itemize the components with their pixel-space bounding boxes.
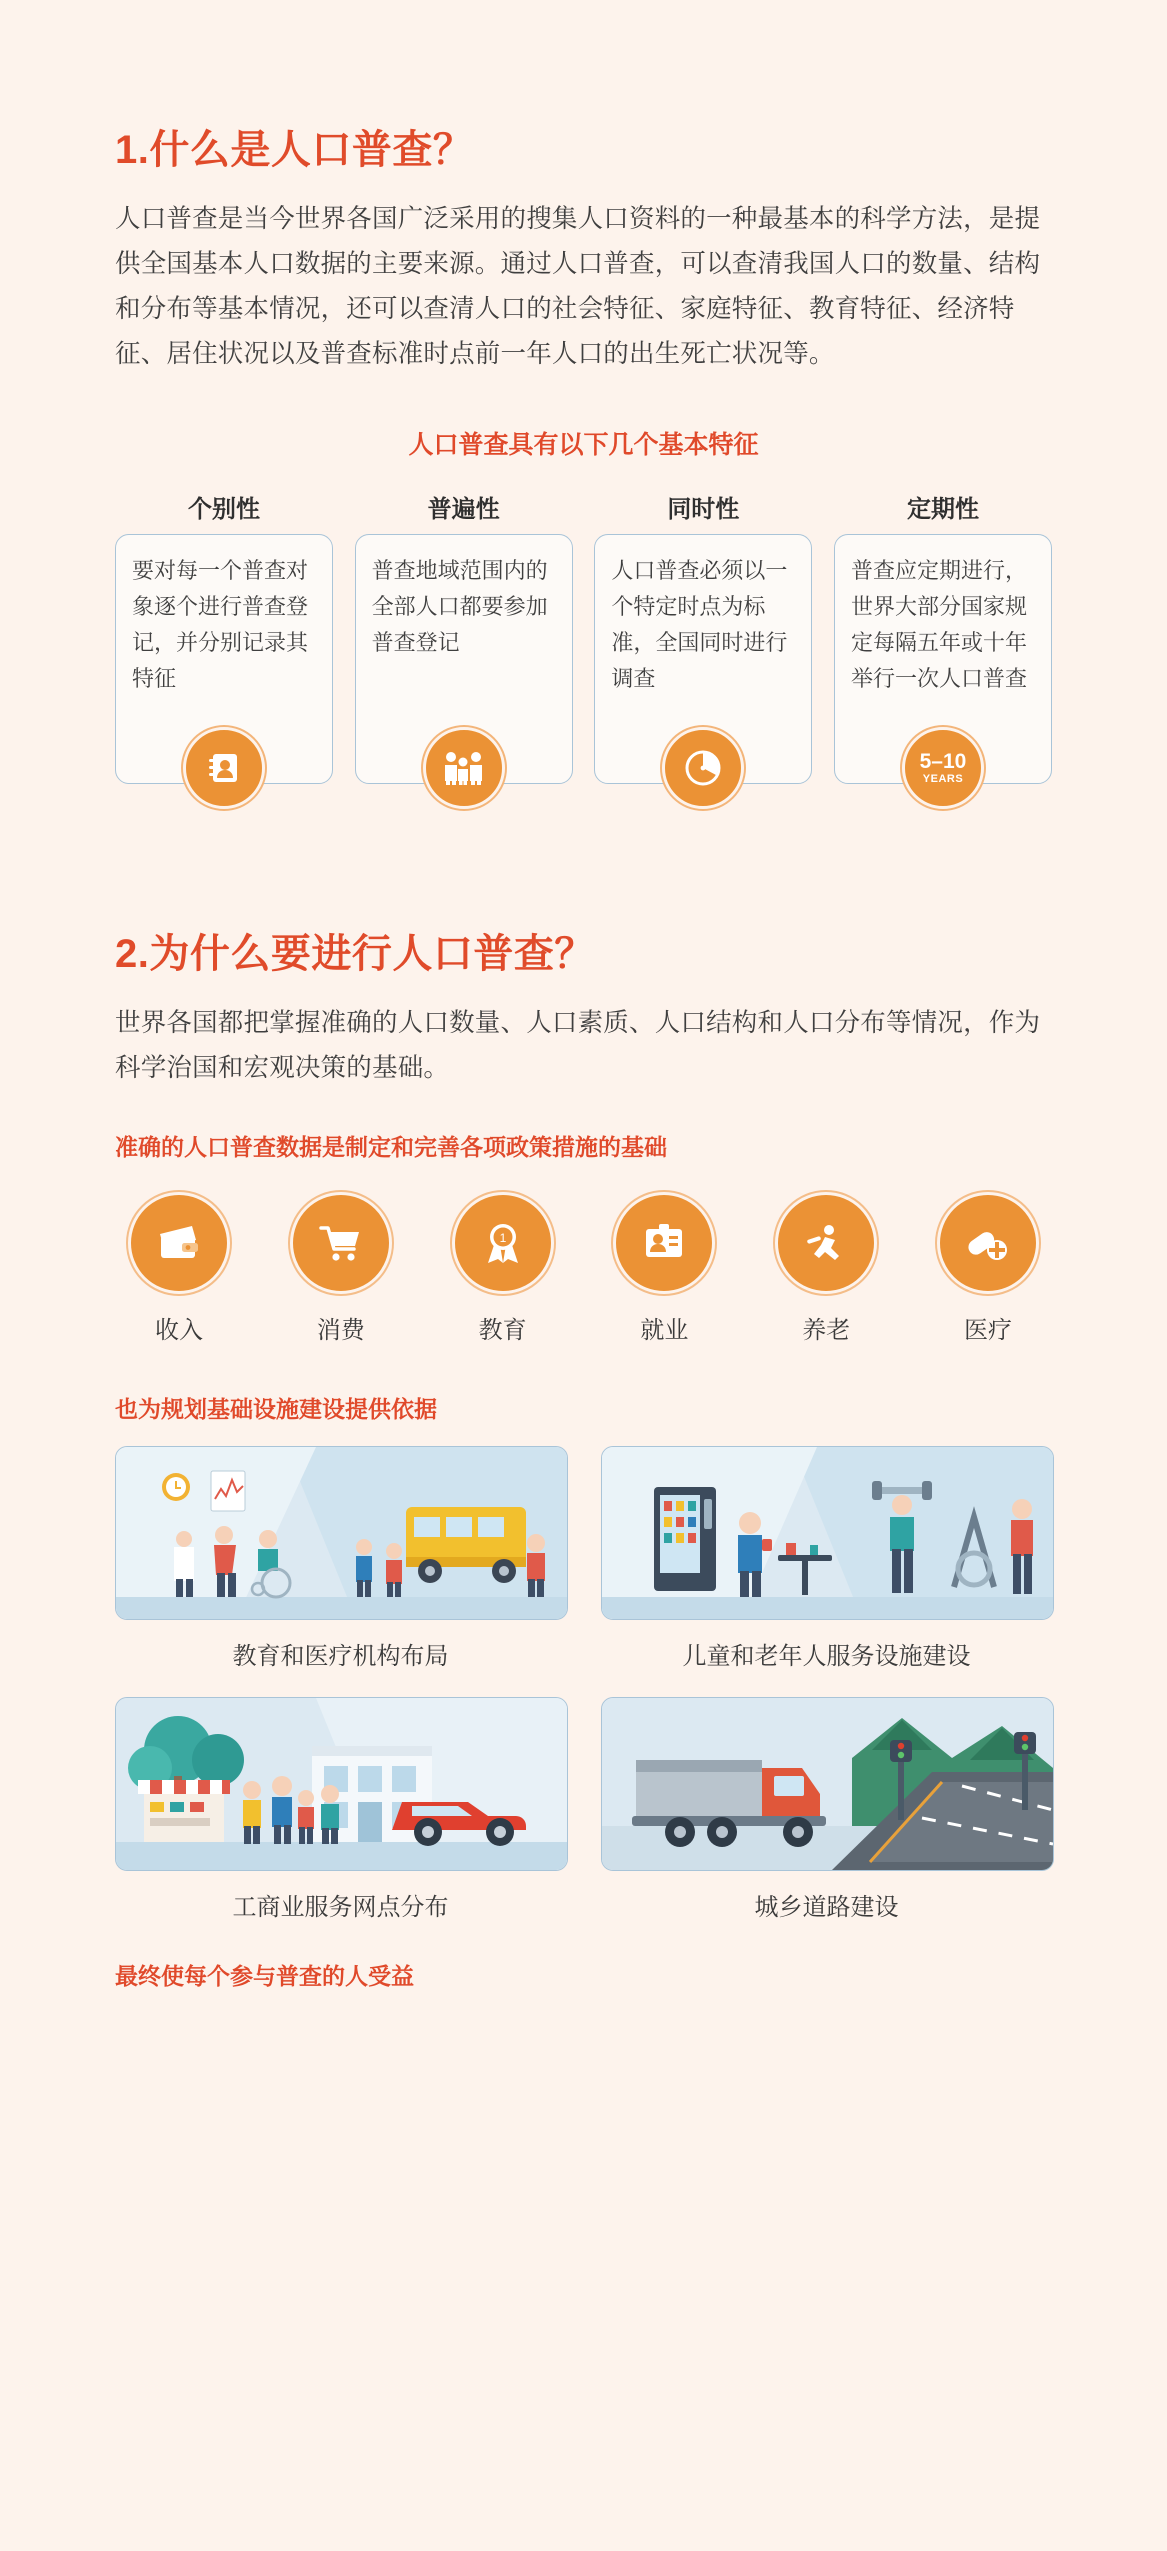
policy-icon-label-elderly: 养老 [802, 1317, 851, 1344]
policy-icon-label-medical: 医疗 [963, 1317, 1012, 1344]
illustration-row-1 [115, 1446, 1052, 1671]
feature-card-0 [115, 534, 333, 784]
illustration-cell-education-medical [115, 1446, 566, 1671]
feature-card-row [115, 534, 1052, 784]
policy-icon-item-employment [600, 1192, 728, 1345]
feature-label-1: 普遍性 [427, 496, 500, 523]
feature-card-1-text: 普查地域范围内的全部人口都要参加普查登记 [371, 558, 548, 655]
feature-card-1 [355, 534, 573, 784]
medal-icon [452, 1192, 554, 1294]
feature-card-2 [594, 534, 812, 784]
section-2-subtitle-2: 也为规划基础设施建设提供依据 [115, 1396, 437, 1422]
contact-card-icon [183, 727, 265, 809]
policy-icon-item-consumption [277, 1192, 405, 1345]
exercise-person-icon [775, 1192, 877, 1294]
family-group-icon [423, 727, 505, 809]
section-2 [115, 850, 1052, 1991]
illustration-cell-roads [601, 1697, 1052, 1922]
feature-card-0-text: 要对每一个普查对象逐个进行普查登记，并分别记录其特征 [132, 558, 309, 691]
section-1-heading: 1.什么是人口普查？ [115, 128, 474, 172]
policy-icon-label-consumption: 消费 [316, 1317, 365, 1344]
policy-icon-item-elderly [762, 1192, 890, 1345]
shops-and-car-scene [115, 1697, 568, 1871]
feature-card-3 [834, 534, 1052, 784]
feature-label-3: 定期性 [906, 496, 979, 523]
years-badge-value: 5–10 [919, 750, 967, 773]
clock-pie-icon [662, 727, 744, 809]
wallet-icon [128, 1192, 230, 1294]
policy-icon-item-education [439, 1192, 567, 1345]
section-1-paragraph: 人口普查是当今世界各国广泛采用的搜集人口资料的一种最基本的科学方法，是提供全国基本人口数据的主要来源。通过人口普查，可以查清我国人口的数量、结构和分布等基本情况，还可以查清人口的社会特征、家庭特征、教育特征、经济特征、居住状况以及普查标准时点前一年人口的出生死亡状况等。 [115, 205, 1041, 368]
id-badge-icon [613, 1192, 715, 1294]
illustration-row-2 [115, 1697, 1052, 1922]
pills-icon [937, 1192, 1039, 1294]
illustration-caption-1: 儿童和老年人服务设施建设 [682, 1643, 971, 1670]
years-badge-icon [902, 727, 984, 809]
section-2-heading: 2.为什么要进行人口普查？ [115, 932, 595, 976]
illustration-caption-0: 教育和医疗机构布局 [232, 1643, 449, 1670]
clinic-and-school-bus-scene [115, 1446, 568, 1620]
policy-icon-item-medical [924, 1192, 1052, 1345]
illustration-cell-commerce [115, 1697, 566, 1922]
feature-label-0: 个别性 [188, 496, 260, 523]
feature-card-3-text: 普查应定期进行，世界大部分国家规定每隔五年或十年举行一次人口普查 [850, 558, 1027, 691]
policy-icon-label-education: 教育 [478, 1317, 527, 1344]
illustration-cell-children-elderly [601, 1446, 1052, 1671]
illustration-caption-3: 城乡道路建设 [754, 1894, 899, 1921]
section-2-footer: 最终使每个参与普查的人受益 [115, 1963, 414, 1989]
illustration-grid [115, 1446, 1052, 1922]
feature-card-2-text: 人口普查必须以一个特定时点为标准，全国同时进行调查 [611, 558, 788, 691]
policy-icon-label-income: 收入 [155, 1317, 203, 1344]
vending-and-gym-scene [601, 1446, 1054, 1620]
policy-icon-label-employment: 就业 [640, 1317, 689, 1344]
feature-label-row [115, 489, 1052, 524]
section-1 [115, 0, 1052, 784]
feature-label-2: 同时性 [667, 496, 740, 523]
shopping-cart-icon [290, 1192, 392, 1294]
years-badge-unit: YEARS [922, 773, 964, 785]
section-2-paragraph: 世界各国都把掌握准确的人口数量、人口素质、人口结构和人口分布等情况，作为科学治国和宏观决策的基础。 [115, 1009, 1041, 1082]
policy-icon-item-income [115, 1192, 243, 1345]
section-1-subtitle: 人口普查具有以下几个基本特征 [408, 431, 759, 459]
section-2-subtitle: 准确的人口普查数据是制定和完善各项政策措施的基础 [115, 1134, 667, 1160]
svg-text:1: 1 [499, 1231, 506, 1245]
truck-and-highway-scene [601, 1697, 1054, 1871]
illustration-caption-2: 工商业服务网点分布 [232, 1894, 449, 1921]
policy-icon-row [115, 1192, 1052, 1345]
